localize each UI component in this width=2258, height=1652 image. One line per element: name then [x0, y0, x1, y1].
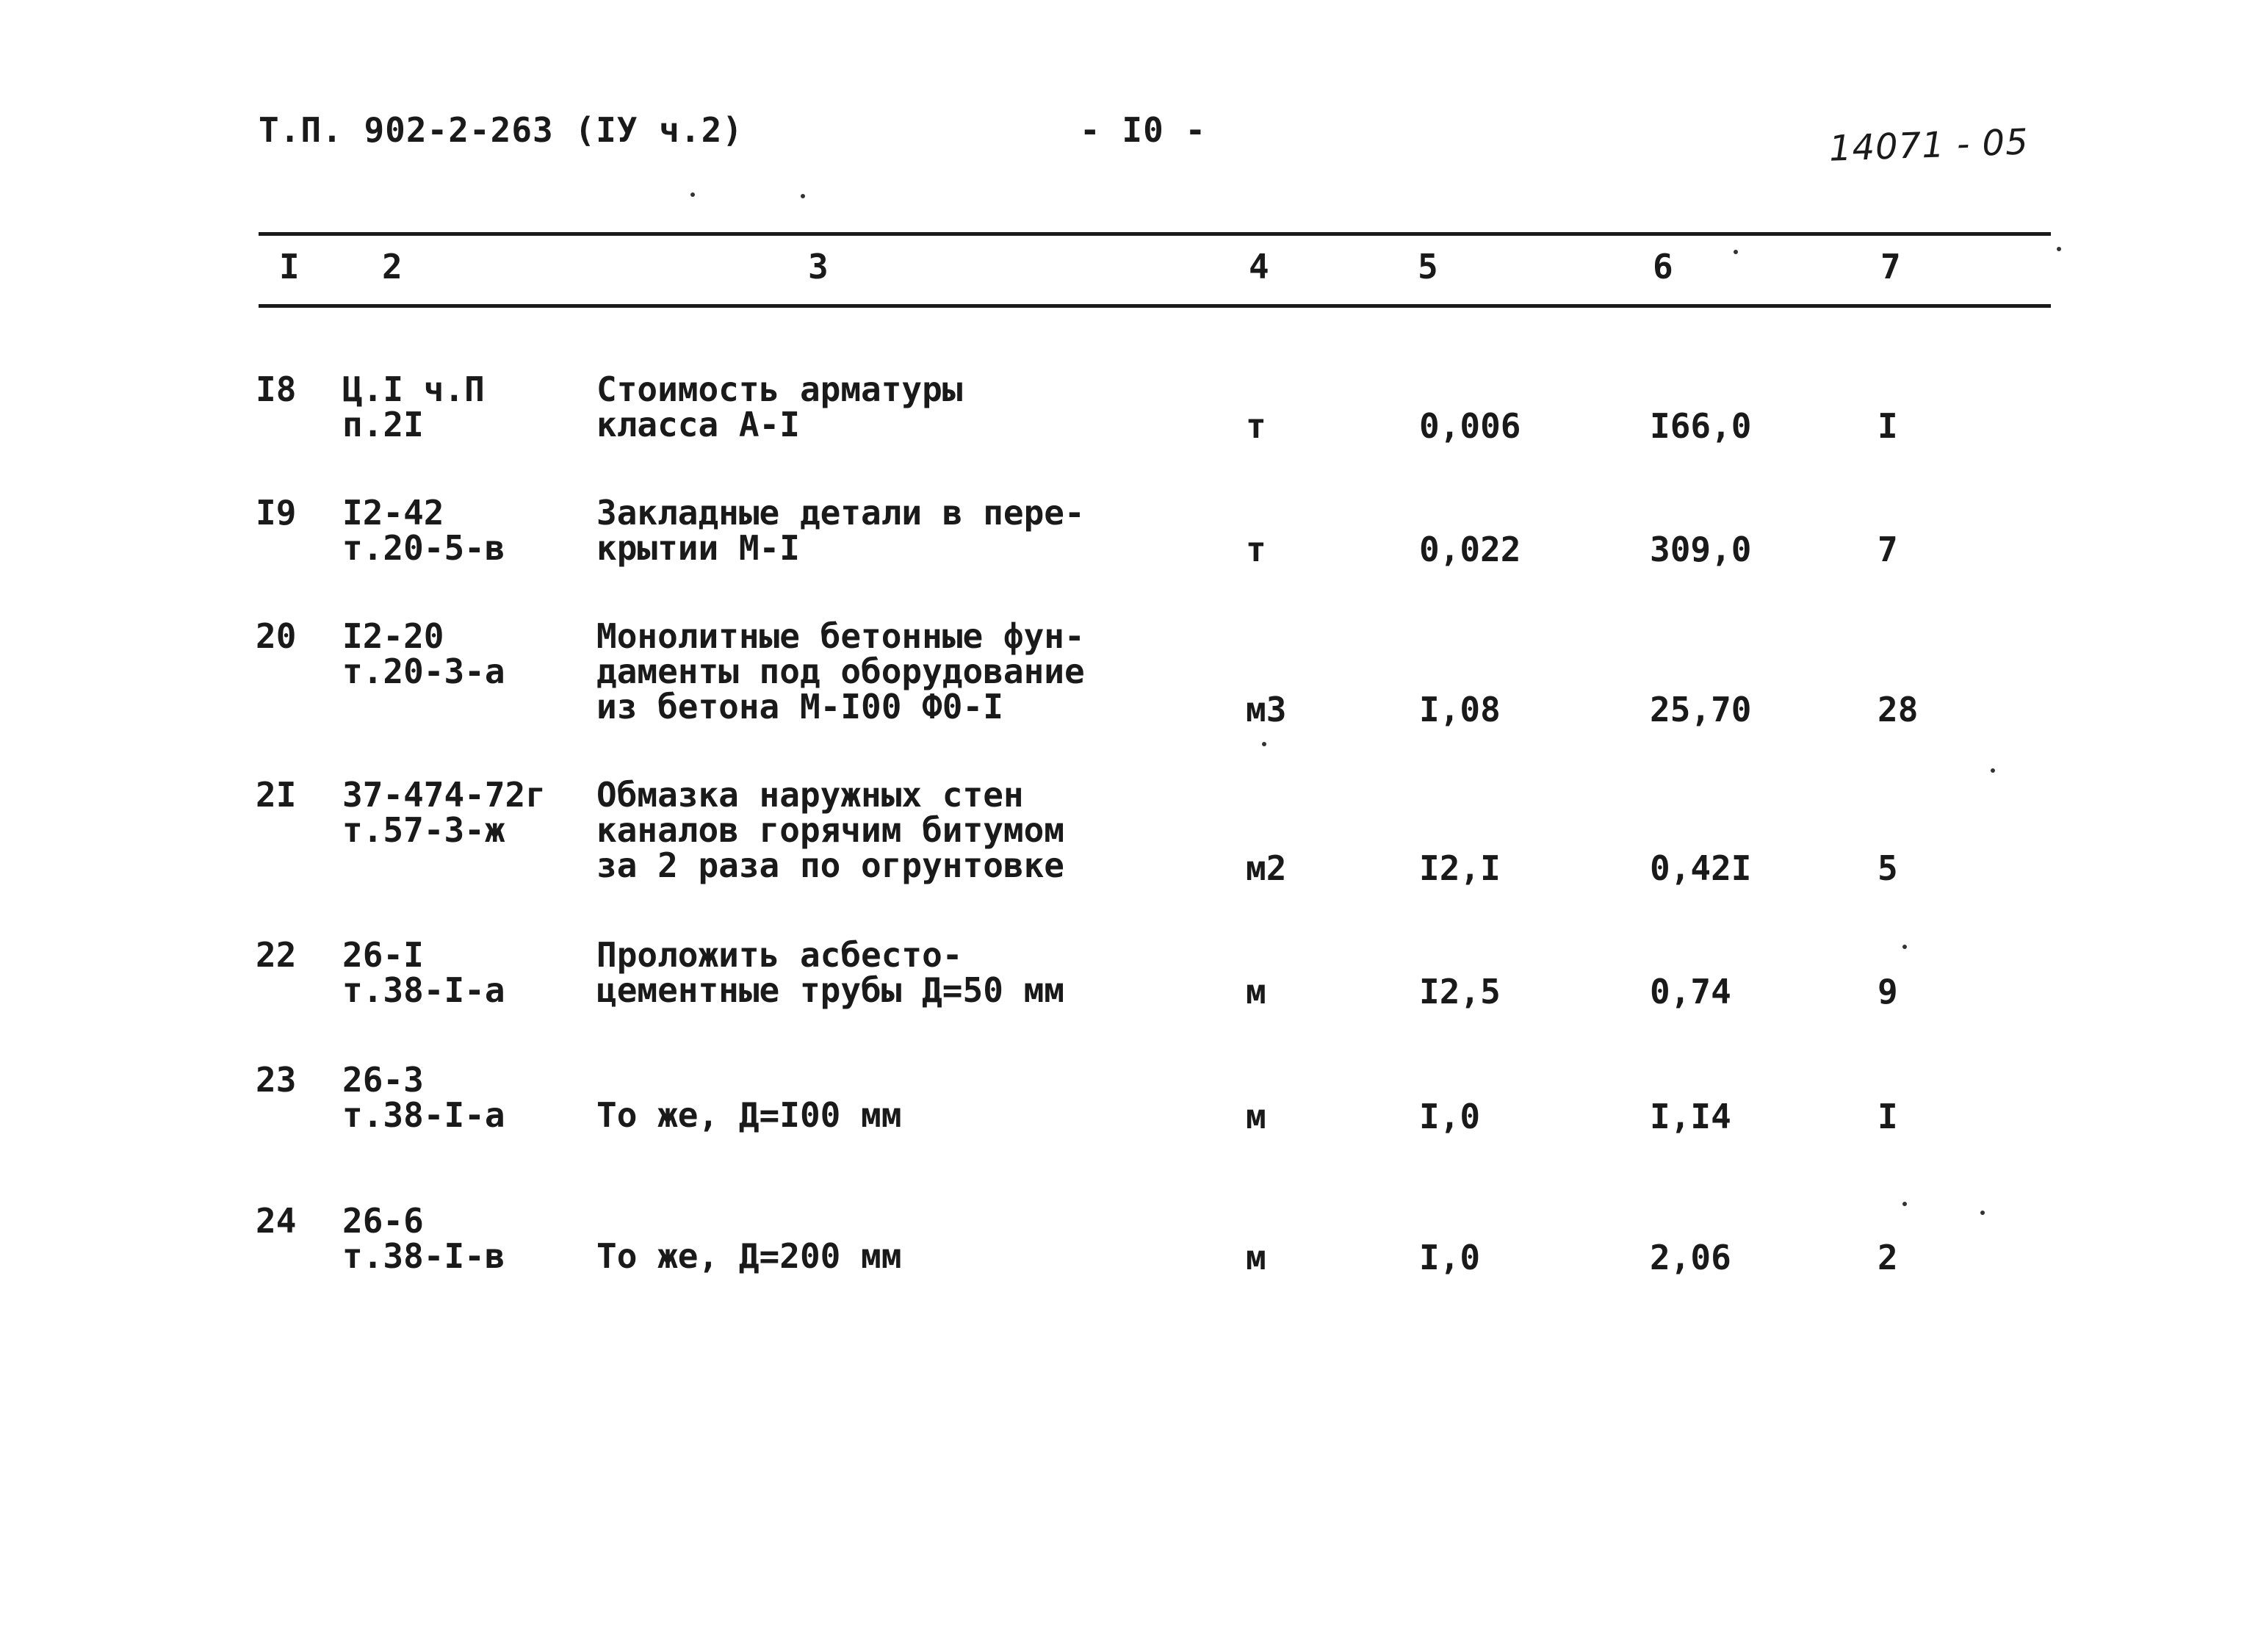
row-price: I,I4 — [1650, 1097, 1731, 1136]
scan-speck — [1902, 945, 1907, 949]
row-number: 24 — [256, 1201, 297, 1241]
table-top-rule — [259, 232, 2051, 236]
row-reference: I2-42 т.20-5-в — [342, 493, 505, 568]
row-reference: 37-474-72г т.57-3-ж — [342, 775, 546, 850]
row-description: То же, Д=200 мм — [596, 1236, 902, 1276]
row-total: I — [1878, 1097, 1898, 1136]
row-quantity: I,08 — [1419, 690, 1501, 729]
table-header-rule — [259, 304, 2051, 308]
scan-speck — [1902, 1202, 1907, 1206]
column-header-6: 6 — [1653, 247, 1673, 286]
row-total: 5 — [1878, 848, 1898, 888]
scan-speck — [1734, 250, 1738, 254]
scan-speck — [1991, 768, 1995, 773]
row-description: Стоимость арматуры класса А-I — [596, 369, 963, 444]
row-quantity: I,0 — [1419, 1097, 1481, 1136]
row-unit: т — [1246, 530, 1266, 569]
column-header-1: I — [279, 247, 300, 286]
row-number: I8 — [256, 369, 297, 409]
row-number: 20 — [256, 616, 297, 656]
row-reference: 26-6 т.38-I-в — [342, 1201, 505, 1276]
row-quantity: I2,5 — [1419, 972, 1501, 1011]
row-quantity: I,0 — [1419, 1238, 1481, 1277]
row-reference: 26-I т.38-I-а — [342, 935, 505, 1010]
row-reference: Ц.I ч.П п.2I — [342, 369, 485, 444]
row-total: 7 — [1878, 530, 1898, 569]
row-price: 25,70 — [1650, 690, 1752, 729]
row-number: 22 — [256, 935, 297, 975]
row-unit: м3 — [1246, 690, 1287, 729]
row-unit: м2 — [1246, 848, 1287, 888]
row-quantity: I2,I — [1419, 848, 1501, 888]
row-description: Обмазка наружных стен каналов горячим битумом за 2 раза по огрунтовке — [596, 775, 1064, 885]
row-total: 2 — [1878, 1238, 1898, 1277]
row-unit: т — [1246, 406, 1266, 446]
row-number: I9 — [256, 493, 297, 533]
row-quantity: 0,022 — [1419, 530, 1521, 569]
row-reference: 26-3 т.38-I-а — [342, 1060, 505, 1135]
row-unit: м — [1246, 1097, 1266, 1136]
row-description: Монолитные бетонные фун- даменты под оборудование из бетона М-I00 Ф0-I — [596, 616, 1085, 726]
column-header-2: 2 — [382, 247, 403, 286]
handwritten-reference: 14071 - 05 — [1828, 121, 2030, 170]
row-price: 309,0 — [1650, 530, 1752, 569]
row-number: 2I — [256, 775, 297, 815]
column-header-3: 3 — [808, 247, 829, 286]
row-total: I — [1878, 406, 1898, 446]
scan-speck — [1980, 1211, 1985, 1215]
row-number: 23 — [256, 1060, 297, 1100]
row-unit: м — [1246, 1238, 1266, 1277]
row-price: 2,06 — [1650, 1238, 1731, 1277]
scan-speck — [801, 194, 805, 198]
row-description: То же, Д=I00 мм — [596, 1095, 902, 1135]
row-description: Проложить асбесто- цементные трубы Д=50 мм — [596, 935, 1064, 1010]
scan-speck — [690, 192, 695, 197]
row-unit: м — [1246, 972, 1266, 1011]
row-price: 0,74 — [1650, 972, 1731, 1011]
page-number: - I0 - — [1080, 110, 1207, 150]
row-total: 9 — [1878, 972, 1898, 1011]
row-reference: I2-20 т.20-3-а — [342, 616, 505, 691]
column-header-5: 5 — [1418, 247, 1438, 286]
scan-speck — [2057, 247, 2061, 251]
row-total: 28 — [1878, 690, 1919, 729]
row-price: I66,0 — [1650, 406, 1752, 446]
document-code: Т.П. 902-2-263 (IУ ч.2) — [259, 110, 743, 150]
row-price: 0,42I — [1650, 848, 1752, 888]
column-header-7: 7 — [1880, 247, 1901, 286]
row-quantity: 0,006 — [1419, 406, 1521, 446]
column-header-4: 4 — [1249, 247, 1269, 286]
row-description: Закладные детали в пере- крытии М-I — [596, 493, 1085, 568]
scan-speck — [1262, 742, 1266, 746]
